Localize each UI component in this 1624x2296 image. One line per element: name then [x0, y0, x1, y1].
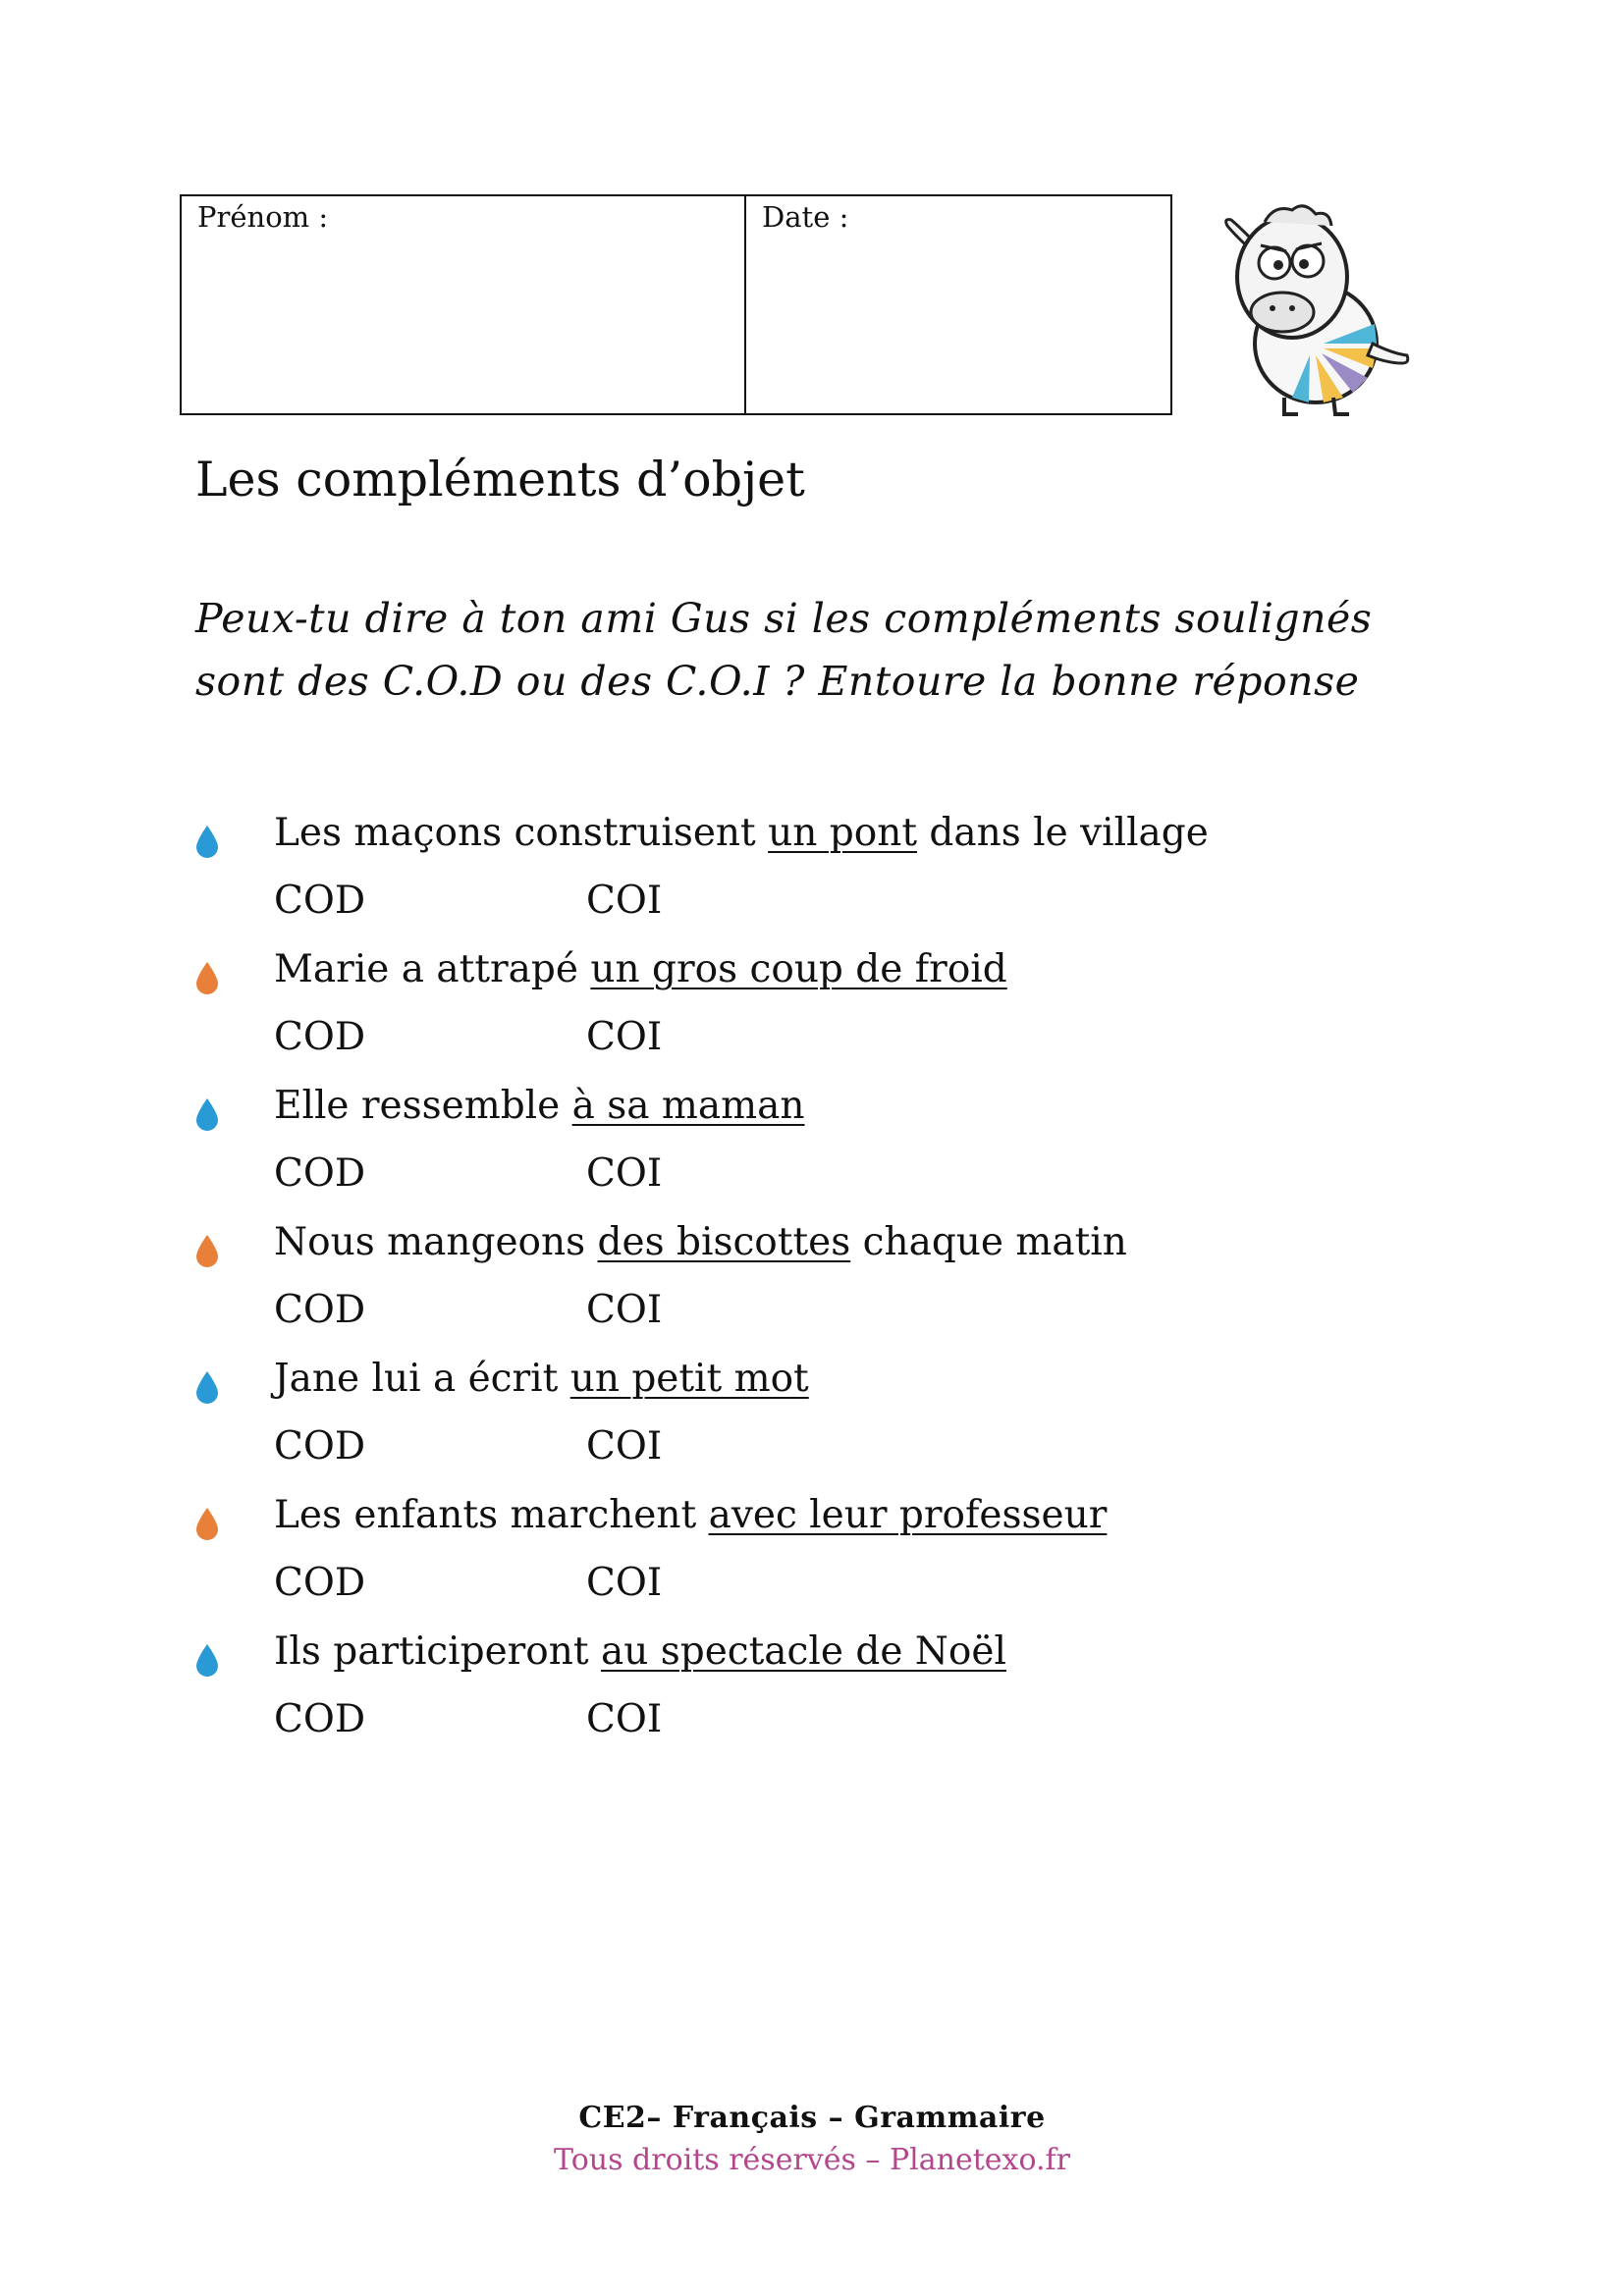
exercise-list [0, 811, 1624, 1766]
exercise-item [0, 1629, 1624, 1766]
sheep-mascot-icon [1206, 196, 1412, 417]
exercise-item [0, 811, 1624, 947]
water-drop-icon [193, 1234, 221, 1267]
footer-subject: CE2– Français – Grammaire [578, 2101, 1046, 2135]
choice-coi[interactable]: COI [586, 1424, 663, 1468]
exercise-item [0, 1084, 1624, 1220]
choice-cod[interactable]: COD [274, 1697, 366, 1741]
sentence: Nous mangeons des biscottes chaque matin [274, 1220, 1127, 1264]
exercise-item [0, 1220, 1624, 1357]
exercise-item [0, 947, 1624, 1084]
footer-copyright[interactable]: Tous droits réservés – Planetexo.fr [554, 2143, 1070, 2177]
choice-cod[interactable]: COD [274, 1424, 366, 1468]
page-title: Les compléments d’objet [195, 452, 805, 507]
choice-coi[interactable]: COI [586, 879, 663, 923]
choice-coi[interactable]: COI [586, 1288, 663, 1332]
underlined-complement: avec leur professeur [708, 1493, 1108, 1537]
underlined-complement: un gros coup de froid [590, 947, 1007, 991]
choice-coi[interactable]: COI [586, 1151, 663, 1196]
choice-coi[interactable]: COI [586, 1697, 663, 1741]
exercise-item [0, 1493, 1624, 1629]
sentence: Ils participeront au spectacle de Noël [274, 1629, 1006, 1674]
water-drop-icon [193, 825, 221, 858]
underlined-complement: un pont [768, 811, 917, 855]
sentence: Marie a attrapé un gros coup de froid [274, 947, 1007, 991]
name-label: Prénom : [197, 200, 329, 234]
choice-coi[interactable]: COI [586, 1561, 663, 1605]
water-drop-icon [193, 1643, 221, 1677]
choice-cod[interactable]: COD [274, 1561, 366, 1605]
instruction-line-2: sont des C.O.D ou des C.O.I ? Entoure la bonne réponse [195, 658, 1360, 705]
choice-cod[interactable]: COD [274, 1015, 366, 1059]
sentence: Jane lui a écrit un petit mot [274, 1357, 809, 1401]
sentence: Les maçons construisent un pont dans le village [274, 811, 1209, 855]
underlined-complement: un petit mot [569, 1357, 809, 1401]
water-drop-icon [193, 1370, 221, 1404]
date-field[interactable] [746, 196, 1170, 413]
date-label: Date : [762, 200, 849, 234]
name-date-table [180, 194, 1172, 415]
sentence: Elle ressemble à sa maman [274, 1084, 805, 1128]
sentence: Les enfants marchent avec leur professeur [274, 1493, 1108, 1537]
underlined-complement: au spectacle de Noël [600, 1629, 1006, 1674]
choice-coi[interactable]: COI [586, 1015, 663, 1059]
instruction-line-1: Peux-tu dire à ton ami Gus si les compléments soulignés [195, 595, 1373, 642]
exercise-item [0, 1357, 1624, 1493]
water-drop-icon [193, 1097, 221, 1131]
instruction [195, 587, 1472, 713]
water-drop-icon [193, 961, 221, 994]
choice-cod[interactable]: COD [274, 1288, 366, 1332]
underlined-complement: à sa maman [571, 1084, 805, 1128]
choice-cod[interactable]: COD [274, 879, 366, 923]
underlined-complement: des biscottes [597, 1220, 851, 1264]
water-drop-icon [193, 1507, 221, 1540]
name-field[interactable] [182, 196, 746, 413]
choice-cod[interactable]: COD [274, 1151, 366, 1196]
